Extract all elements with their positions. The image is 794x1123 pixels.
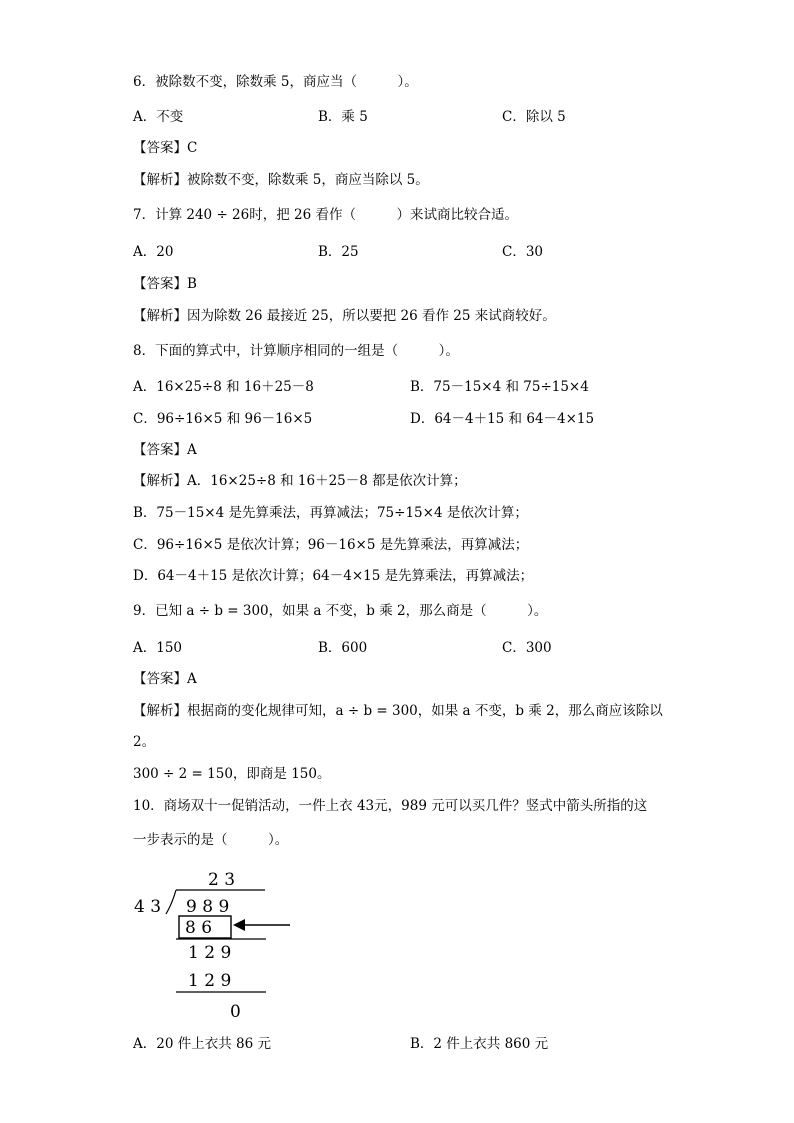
q8-analysis-line: B．75－15×4 是先算乘法，再算减法；75÷15×4 是依次计算； [133, 505, 528, 521]
q7-option-c: C．30 [502, 244, 544, 260]
q8-option-c: C．96÷16×5 和 96－16×5 [133, 411, 313, 427]
q6-answer: 【答案】C [133, 140, 198, 156]
q9-option-c: C．300 [502, 640, 552, 656]
division-step-1: 8 6 [185, 918, 213, 938]
q9-analysis-line: 2。 [133, 734, 156, 750]
division-remainder-1: 1 2 9 [188, 943, 232, 963]
q8-analysis-line: C．96÷16×5 是依次计算；96－16×5 是先算乘法，再算减法； [133, 537, 529, 553]
q6-option-b: B．乘 5 [318, 109, 368, 125]
q9-answer: 【答案】A [133, 671, 197, 687]
q6-option-a: A．不变 [133, 109, 184, 125]
q7-option-b: B．25 [318, 244, 359, 260]
division-divisor: 4 3 [134, 897, 162, 917]
q9-analysis-line: 【解析】根据商的变化规律可知，a ÷ b = 300，如果 a 不变，b 乘 2，那么商应该除以 [133, 703, 663, 719]
division-bracket [166, 890, 176, 914]
q8-answer: 【答案】A [133, 442, 197, 458]
long-division-diagram [132, 862, 302, 1032]
q8-option-a: A．16×25÷8 和 16＋25－8 [133, 379, 314, 395]
q6-stem: 6．被除数不变，除数乘 5，商应当（ ）。 [133, 74, 418, 90]
q6-analysis: 【解析】被除数不变，除数乘 5，商应当除以 5。 [133, 172, 429, 188]
q9-analysis-line: 300 ÷ 2 = 150，即商是 150。 [133, 766, 331, 782]
q9-option-b: B．600 [318, 640, 368, 656]
q8-stem: 8．下面的算式中，计算顺序相同的一组是（ ）。 [133, 343, 459, 359]
division-quotient: 2 3 [208, 870, 236, 890]
q8-analysis-line: 【解析】A．16×25÷8 和 16＋25－8 都是依次计算； [133, 473, 467, 489]
q8-option-b: B．75－15×4 和 75÷15×4 [410, 379, 589, 395]
q10-option-b: B．2 件上衣共 860 元 [410, 1036, 549, 1052]
q10-stem-line: 一步表示的是（ ）。 [133, 832, 289, 848]
q10-option-a: A．20 件上衣共 86 元 [133, 1036, 271, 1052]
division-dividend: 9 8 9 [186, 897, 230, 917]
q9-option-a: A．150 [133, 640, 183, 656]
q10-stem-line: 10．商场双十一促销活动，一件上衣 43元，989 元可以买几件？竖式中箭头所指的这 [133, 798, 648, 814]
q9-stem: 9．已知 a ÷ b = 300，如果 a 不变，b 乘 2，那么商是（ ）。 [133, 603, 548, 619]
q8-option-d: D．64－4＋15 和 64－4×15 [410, 411, 595, 427]
arrow-icon [233, 919, 245, 931]
q7-analysis: 【解析】因为除数 26 最接近 25，所以要把 26 看作 25 来试商较好。 [133, 308, 556, 324]
q8-analysis-line: D．64－4＋15 是依次计算；64－4×15 是先算乘法，再算减法； [133, 568, 534, 584]
q6-option-c: C．除以 5 [502, 109, 566, 125]
division-step-2: 1 2 9 [188, 971, 232, 991]
q7-answer: 【答案】B [133, 276, 197, 292]
division-remainder-2: 0 [230, 1002, 241, 1022]
q7-stem: 7．计算 240 ÷ 26时，把 26 看作（ ）来试商比较合适。 [133, 207, 518, 223]
q7-option-a: A．20 [133, 244, 174, 260]
